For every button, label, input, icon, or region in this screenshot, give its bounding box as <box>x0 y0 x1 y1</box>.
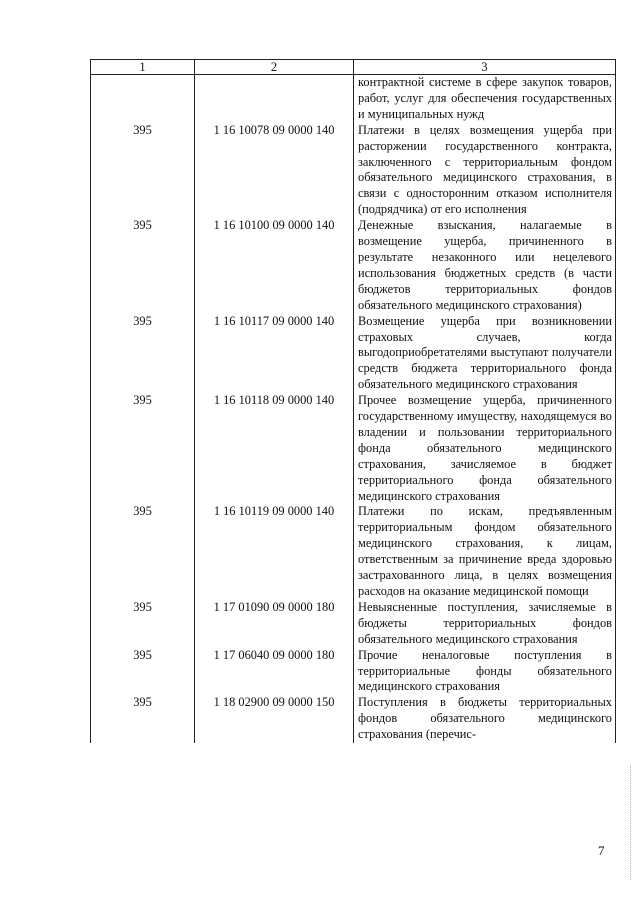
table-row <box>91 504 616 599</box>
table-row <box>91 393 616 504</box>
column-number-3: 3 <box>354 60 616 75</box>
description-cell: Возмещение ущерба при возникновении страховых случаев, когда выгодоприобретателями выступают получатели средств бюджета территориального фонда обязательного медицинского страхования <box>354 314 616 394</box>
table-row <box>91 123 616 218</box>
description-cell: Денежные взыскания, налагаемые в возмещение ущерба, причиненного в результате незаконного или нецелевого использования бюджетных средств (в части бюджетов территориальных фондов обязательного медицинского страхования) <box>354 218 616 313</box>
budget-code-cell: 1 18 02900 09 0000 150 <box>195 695 354 743</box>
description-cell: Прочее возмещение ущерба, причиненного государственному имуществу, находящемуся во владении и пользовании территориального фонда обязательного медицинского страхования, зачисляемое в бюджет территориального фонда обязательного медицинского страхования <box>354 393 616 504</box>
description-cell: Поступления в бюджеты территориальных фондов обязательного медицинского страхования (перечис- <box>354 695 616 743</box>
admin-code-cell: 395 <box>91 504 195 599</box>
column-number-1: 1 <box>91 60 195 75</box>
admin-code-cell: 395 <box>91 314 195 394</box>
description-cell: контрактной системе в сфере закупок товаров, работ, услуг для обеспечения государственных и муниципальных нужд <box>354 75 616 123</box>
admin-code-cell: 395 <box>91 393 195 504</box>
description-cell: Платежи по искам, предъявленным территориальным фондом обязательного медицинского страхования, к лицам, ответственным за причинение вреда здоровью застрахованного лица, в целях возмещения расходов на оказание медицинской помощи <box>354 504 616 599</box>
budget-code-cell: 1 17 06040 09 0000 180 <box>195 648 354 696</box>
table-row <box>91 695 616 743</box>
budget-code-cell: 1 16 10100 09 0000 140 <box>195 218 354 313</box>
page-number: 7 <box>598 843 605 858</box>
admin-code-cell: 395 <box>91 695 195 743</box>
table-row <box>91 600 616 648</box>
description-cell: Прочие неналоговые поступления в территориальные фонды обязательного медицинского страхования <box>354 648 616 696</box>
admin-code-cell: 395 <box>91 648 195 696</box>
admin-code-cell: 395 <box>91 600 195 648</box>
budget-code-cell: 1 16 10118 09 0000 140 <box>195 393 354 504</box>
budget-code-cell: 1 16 10119 09 0000 140 <box>195 504 354 599</box>
table-row <box>91 314 616 394</box>
admin-code-cell: 395 <box>91 218 195 313</box>
budget-code-cell: 1 16 10078 09 0000 140 <box>195 123 354 218</box>
admin-code-cell <box>91 75 195 123</box>
budget-code-cell: 1 16 10117 09 0000 140 <box>195 314 354 394</box>
table-row <box>91 648 616 696</box>
budget-code-cell <box>195 75 354 123</box>
admin-code-cell: 395 <box>91 123 195 218</box>
table-row <box>91 218 616 313</box>
column-number-2: 2 <box>195 60 354 75</box>
budget-code-cell: 1 17 01090 09 0000 180 <box>195 600 354 648</box>
description-cell: Платежи в целях возмещения ущерба при расторжении государственного контракта, заключенного с территориальным фондом обязательного медицинского страхования, в связи с односторонним отказом исполнителя (подрядчика) от его исполнения <box>354 123 616 218</box>
table-row <box>91 75 616 123</box>
description-cell: Невыясненные поступления, зачисляемые в бюджеты территориальных фондов обязательного медицинского страхования <box>354 600 616 648</box>
scan-edge-marks <box>630 765 632 880</box>
table-header-row <box>91 60 616 75</box>
budget-classification-table <box>90 59 616 743</box>
